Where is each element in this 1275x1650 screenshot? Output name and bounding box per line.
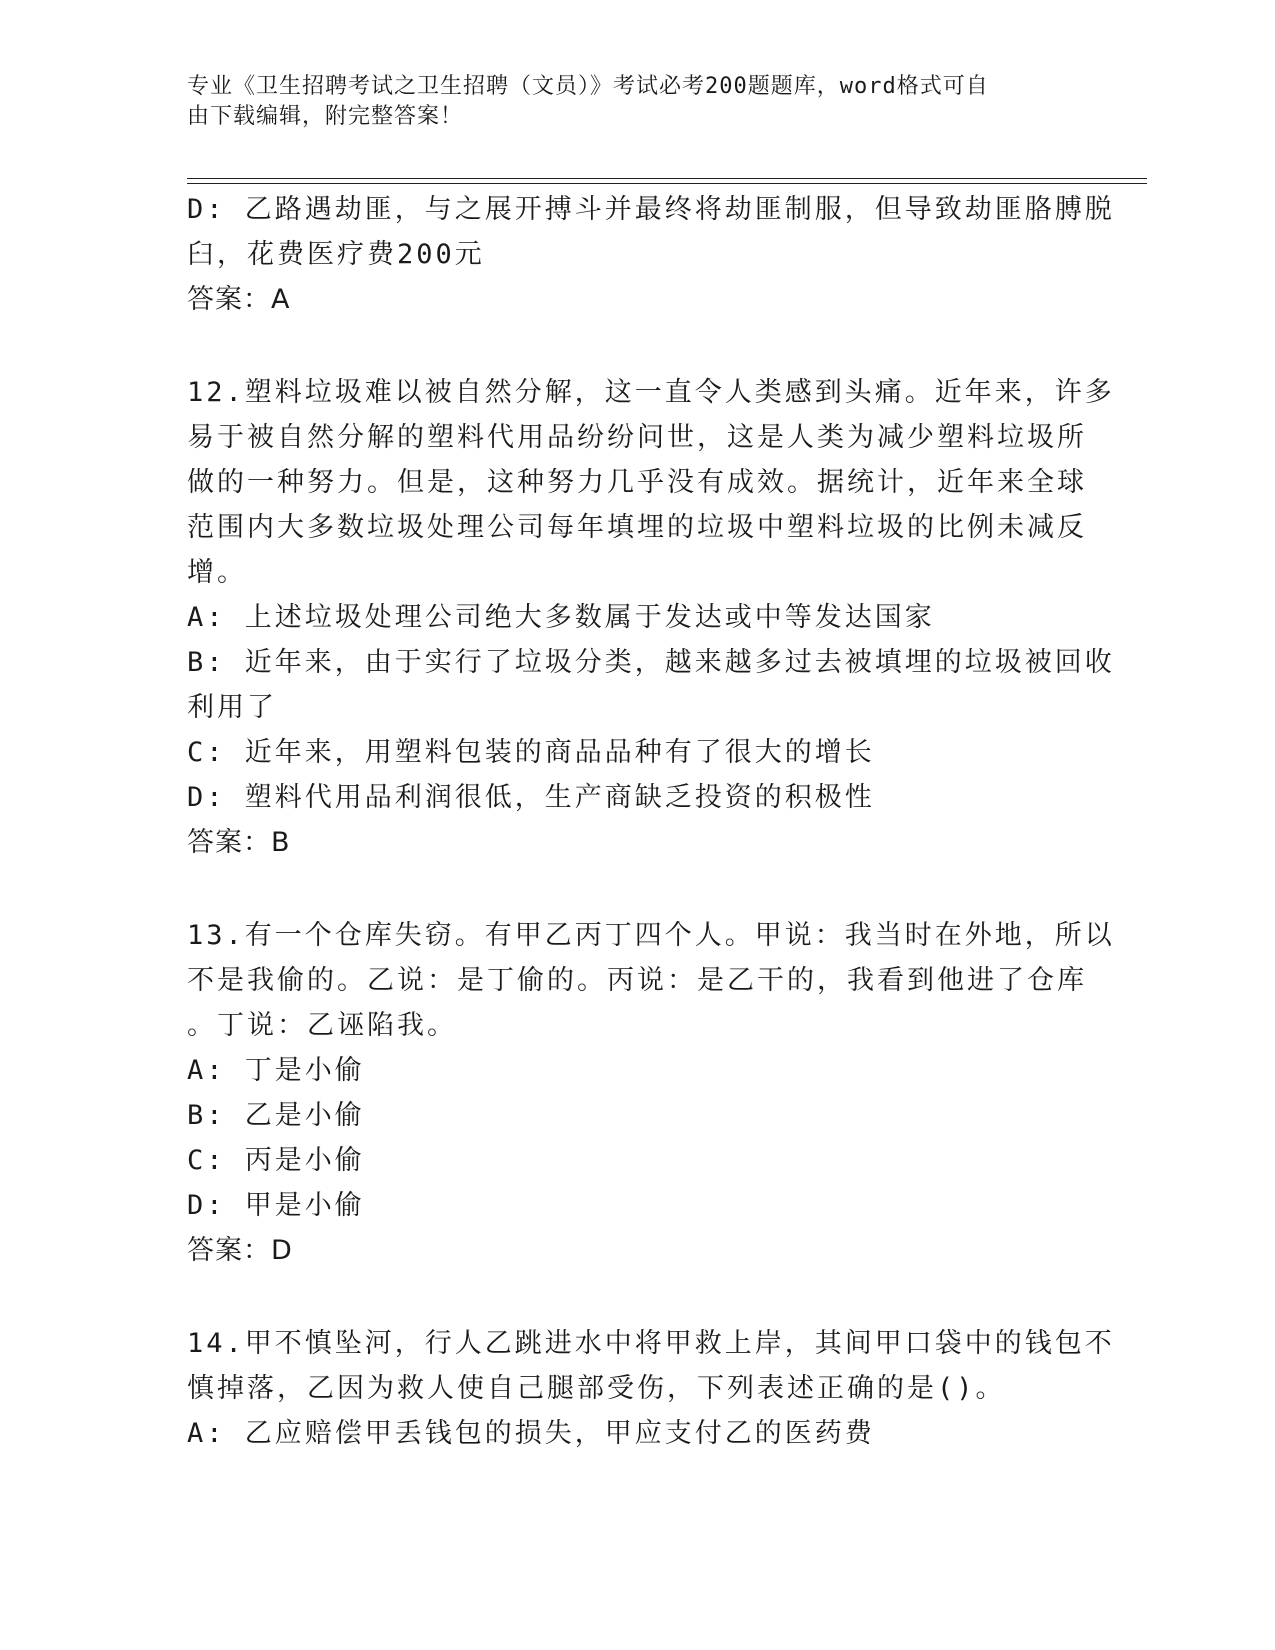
- question-12: [187, 370, 1115, 865]
- q13-stem-line-1: 13.有一个仓库失窃。有甲乙丙丁四个人。甲说：我当时在外地，所以: [187, 920, 1115, 951]
- question-13: [187, 913, 1115, 1273]
- q12-option-b-line-1: B: 近年来，由于实行了垃圾分类，越来越多过去被填埋的垃圾被回收: [187, 647, 1115, 678]
- document-header: [187, 72, 1067, 132]
- q13-option-c: C: 丙是小偷: [187, 1145, 365, 1176]
- spacer: [187, 1273, 1077, 1321]
- header-line-1: 专业《卫生招聘考试之卫生招聘（文员）》考试必考200题题库，word格式可自: [187, 74, 989, 99]
- spacer: [187, 865, 1077, 913]
- q13-option-b: B: 乙是小偷: [187, 1100, 365, 1131]
- question-14: [187, 1321, 1115, 1456]
- question-11-tail: [187, 187, 1115, 322]
- q12-stem-line-3: 做的一种努力。但是，这种努力几乎没有成效。据统计，近年来全球: [187, 467, 1087, 498]
- q12-answer: 答案：B: [187, 827, 291, 858]
- q13-option-d: D: 甲是小偷: [187, 1190, 365, 1221]
- q14-stem-line-2: 慎掉落，乙因为救人使自己腿部受伤，下列表述正确的是()。: [187, 1373, 1006, 1404]
- q13-option-a: A: 丁是小偷: [187, 1055, 365, 1086]
- header-rule-top: [187, 178, 1147, 179]
- q11-option-d-line-2: 臼，花费医疗费200元: [187, 239, 485, 270]
- q12-option-c: C: 近年来，用塑料包装的商品品种有了很大的增长: [187, 737, 875, 768]
- spacer: [187, 322, 1077, 370]
- q12-option-b-line-2: 利用了: [187, 692, 277, 723]
- q14-option-a: A: 乙应赔偿甲丢钱包的损失，甲应支付乙的医药费: [187, 1418, 875, 1449]
- q12-stem-line-2: 易于被自然分解的塑料代用品纷纷问世，这是人类为减少塑料垃圾所: [187, 422, 1087, 453]
- q13-answer: 答案：D: [187, 1235, 293, 1266]
- q12-option-a: A: 上述垃圾处理公司绝大多数属于发达或中等发达国家: [187, 602, 935, 633]
- q12-stem-line-5: 增。: [187, 557, 247, 588]
- header-rule-bottom: [187, 183, 1147, 184]
- header-line-2: 由下载编辑，附完整答案！: [187, 104, 464, 129]
- q11-answer: 答案：A: [187, 284, 291, 315]
- q12-stem-line-1: 12.塑料垃圾难以被自然分解，这一直令人类感到头痛。近年来，许多: [187, 377, 1115, 408]
- q14-stem-line-1: 14.甲不慎坠河，行人乙跳进水中将甲救上岸，其间甲口袋中的钱包不: [187, 1328, 1115, 1359]
- q12-option-d: D: 塑料代用品利润很低，生产商缺乏投资的积极性: [187, 782, 875, 813]
- q13-stem-line-3: 。丁说：乙诬陷我。: [187, 1010, 457, 1041]
- q12-stem-line-4: 范围内大多数垃圾处理公司每年填埋的垃圾中塑料垃圾的比例未减反: [187, 512, 1087, 543]
- q13-stem-line-2: 不是我偷的。乙说：是丁偷的。丙说：是乙干的，我看到他进了仓库: [187, 965, 1087, 996]
- q11-option-d-line-1: D: 乙路遇劫匪，与之展开搏斗并最终将劫匪制服，但导致劫匪胳膊脱: [187, 194, 1115, 225]
- document-body: [187, 187, 1115, 1456]
